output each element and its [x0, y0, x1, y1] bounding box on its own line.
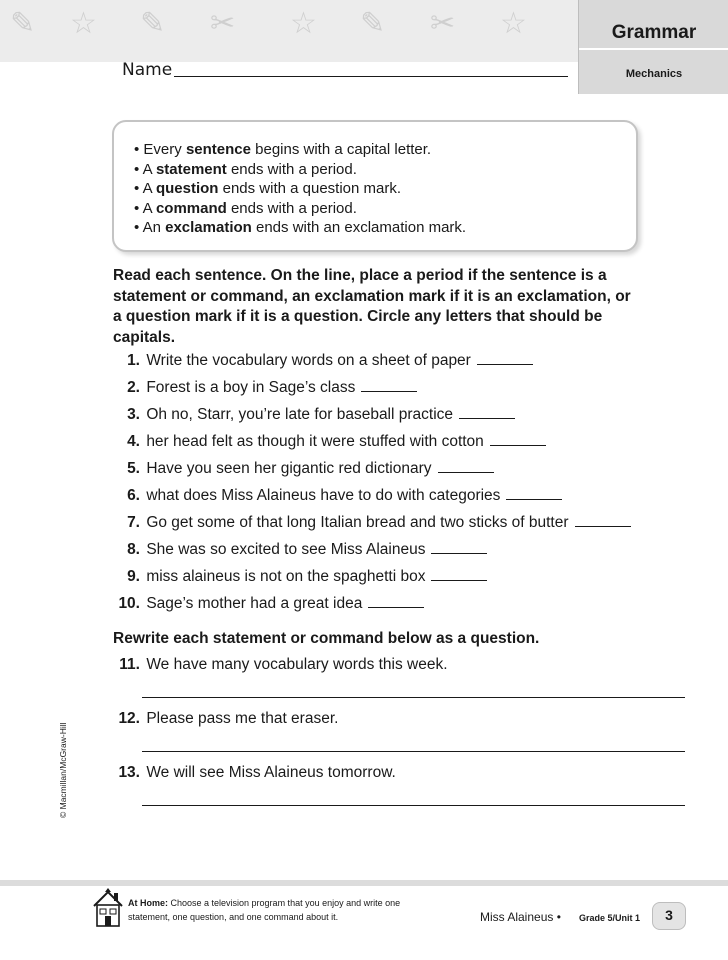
answer-blank[interactable] — [361, 391, 417, 392]
scissors-doodle-icon: ✂ — [210, 6, 236, 41]
exercise-item: 1. Write the vocabulary words on a sheet of paper — [112, 352, 533, 374]
answer-blank[interactable] — [368, 607, 424, 608]
pencil-doodle-icon: ✎ — [360, 6, 386, 41]
pencil-doodle-icon: ✎ — [10, 6, 36, 41]
star-doodle-icon: ☆ — [70, 6, 97, 41]
rules-box — [112, 120, 638, 252]
story-title: Miss Alaineus • — [480, 910, 561, 924]
answer-blank[interactable] — [431, 580, 487, 581]
exercise-item: 6. what does Miss Alaineus have to do with categories — [112, 487, 562, 509]
answer-blank[interactable] — [477, 364, 533, 365]
section-tab — [578, 0, 728, 94]
rewrite-item: 11. We have many vocabulary words this week. — [119, 656, 448, 673]
rewrite-answer-line[interactable] — [142, 751, 685, 752]
name-row — [122, 60, 568, 82]
rewrite-item: 12. Please pass me that eraser. — [118, 710, 339, 727]
exercise-item: 5. Have you seen her gigantic red dictionary — [112, 460, 494, 482]
section-divider — [579, 48, 728, 50]
answer-blank[interactable] — [506, 499, 562, 500]
name-field[interactable] — [174, 76, 568, 77]
rule-item: • A command ends with a period. — [134, 199, 357, 217]
exercise-item: 3. Oh no, Starr, you’re late for baseball practice — [112, 406, 515, 428]
answer-blank[interactable] — [575, 526, 631, 527]
exercise-item: 9. miss alaineus is not on the spaghetti box — [112, 568, 487, 590]
at-home-note: At Home: Choose a television program that you enjoy and write one statement, one question, and one command about it. — [128, 898, 401, 922]
star-doodle-icon: ☆ — [290, 6, 317, 41]
exercise-item: 7. Go get some of that long Italian bread and two sticks of butter — [112, 514, 631, 536]
answer-blank[interactable] — [438, 472, 494, 473]
exercise-item: 8. She was so excited to see Miss Alaineus — [112, 541, 487, 563]
rewrite-item: 13. We will see Miss Alaineus tomorrow. — [118, 764, 396, 781]
rule-item: • Every sentence begins with a capital letter. — [134, 141, 432, 158]
section-title: Grammar — [611, 22, 697, 43]
rule-item: • A statement ends with a period. — [134, 160, 357, 178]
star-doodle-icon: ☆ — [500, 6, 527, 41]
instructions-part-2: Rewrite each statement or command below as a question. — [113, 630, 540, 647]
instructions-part-1: Read each sentence. On the line, place a period if the sentence is a statement or command, an exclamation mark if it is an exclamation, or a question mark if it is a question. Circle any letters that should be capitals. — [113, 267, 631, 346]
grade-unit-label: Grade 5/Unit 1 — [579, 913, 641, 923]
rules-list — [134, 140, 466, 238]
scissors-doodle-icon: ✂ — [430, 6, 456, 41]
pencil-doodle-icon: ✎ — [140, 6, 166, 41]
answer-blank[interactable] — [490, 445, 546, 446]
name-label: Name — [122, 60, 173, 80]
answer-blank[interactable] — [431, 553, 487, 554]
rewrite-answer-line[interactable] — [142, 805, 685, 806]
rewrite-answer-line[interactable] — [142, 697, 685, 698]
rule-item: • An exclamation ends with an exclamation mark. — [134, 219, 467, 236]
house-icon — [90, 886, 126, 930]
section-subtitle: Mechanics — [625, 68, 683, 80]
rule-item: • A question ends with a question mark. — [134, 180, 402, 197]
page-number: 3 — [652, 902, 686, 930]
exercise-item: 4. her head felt as though it were stuffed with cotton — [112, 433, 546, 455]
exercise-item: 2. Forest is a boy in Sage’s class — [112, 379, 417, 401]
answer-blank[interactable] — [459, 418, 515, 419]
exercise-item: 10. Sage’s mother had a great idea — [112, 595, 424, 617]
copyright-notice: © Macmillan/McGraw-Hill — [58, 722, 68, 818]
